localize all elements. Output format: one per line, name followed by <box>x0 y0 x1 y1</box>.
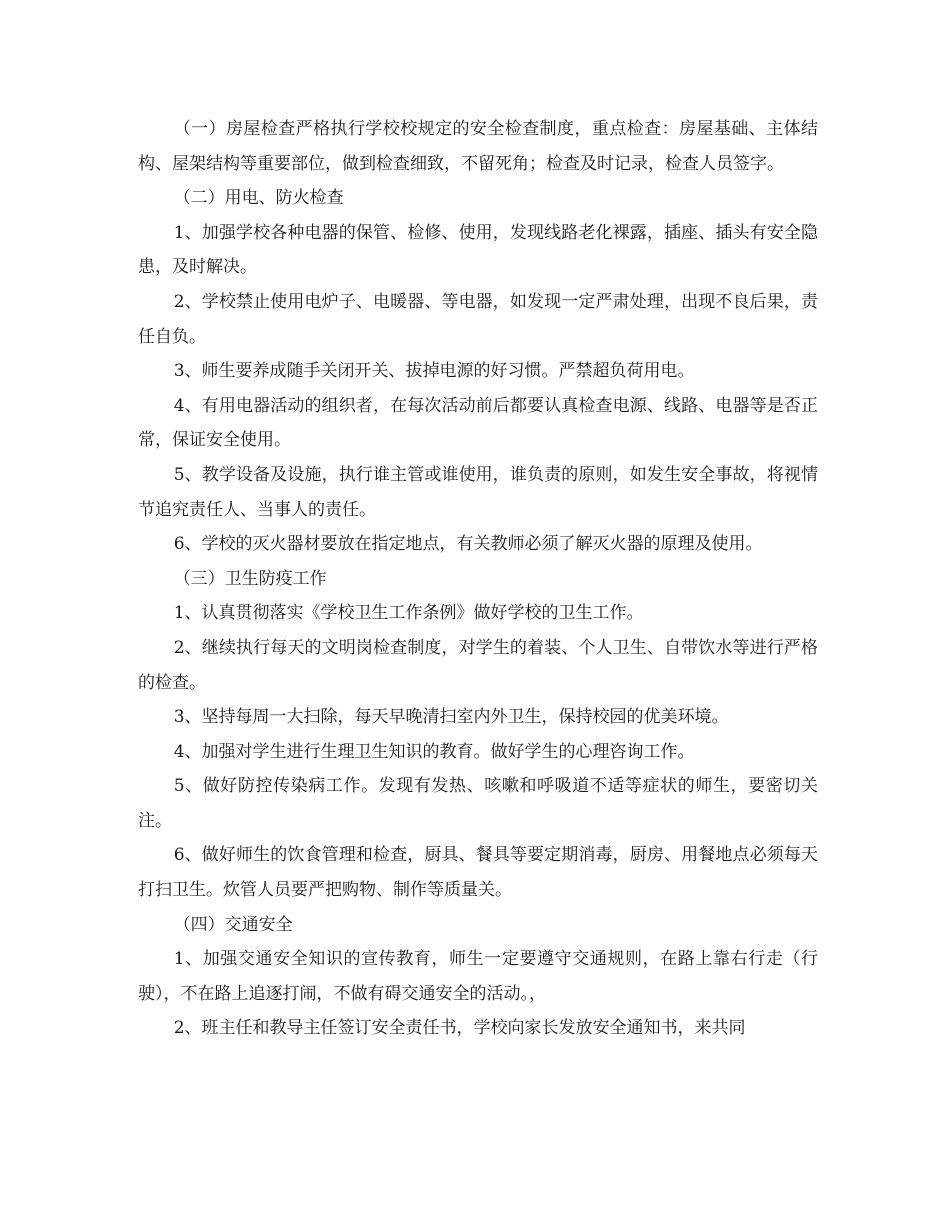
paragraph-house-inspection: （一）房屋检查严格执行学校校规定的安全检查制度，重点检查：房屋基础、主体结构、屋架结构等重要部位，做到检查细致，不留死角；检查及时记录，检查人员签字。 <box>138 119 818 174</box>
paragraph-traffic-2: 2、班主任和教导主任签订安全责任书，学校向家长发放安全通知书，来共同 <box>173 1018 746 1039</box>
paragraph-electric-1: 1、加强学校各种电器的保管、检修、使用，发现线路老化裸露，插座、插头有安全隐患，及时解决。 <box>138 222 818 278</box>
heading-traffic: （四）交通安全 <box>173 914 293 935</box>
paragraph-hygiene-3: 3、坚持每周一大扫除，每天早晚清扫室内外卫生，保持校园的优美环境。 <box>173 707 729 728</box>
paragraph-hygiene-6: 6、做好师生的饮食管理和检查，厨具、餐具等要定期消毒，厨房、用餐地点必须每天打扫卫生。炊管人员要严把购物、制作等质量关。 <box>138 845 818 901</box>
paragraph-hygiene-4: 4、加强对学生进行生理卫生知识的教育。做好学生的心理咨询工作。 <box>173 741 695 762</box>
heading-hygiene: （三）卫生防疫工作 <box>173 568 327 589</box>
document-body <box>138 112 818 1046</box>
paragraph-hygiene-5: 5、做好防控传染病工作。发现有发热、咳嗽和呼吸道不适等症状的师生，要密切关注。 <box>138 776 818 831</box>
paragraph-hygiene-1: 1、认真贯彻落实《学校卫生工作条例》做好学校的卫生工作。 <box>173 603 644 624</box>
paragraph-electric-5: 5、教学设备及设施，执行谁主管或谁使用，谁负责的原则，如发生安全事故，将视情节追究责任人、当事人的责任。 <box>138 464 818 520</box>
paragraph-hygiene-2: 2、继续执行每天的文明岗检查制度，对学生的着装、个人卫生、自带饮水等进行严格的检查。 <box>138 637 818 693</box>
heading-electricity-fire: （二）用电、防火检查 <box>173 188 344 209</box>
paragraph-electric-2: 2、学校禁止使用电炉子、电暖器、等电器，如发现一定严肃处理，出现不良后果，责任自负。 <box>138 291 818 347</box>
paragraph-electric-3: 3、师生要养成随手关闭开关、拔掉电源的好习惯。严禁超负荷用电。 <box>173 361 695 382</box>
paragraph-traffic-1: 1、加强交通安全知识的宣传教育，师生一定要遵守交通规则，在路上靠右行走（行驶），不在路上追逐打闹，不做有碍交通安全的活动。， <box>138 949 818 1004</box>
paragraph-electric-4: 4、有用电器活动的组织者，在每次活动前后都要认真检查电源、线路、电器等是否正常，保证安全使用。 <box>138 395 818 451</box>
paragraph-electric-6: 6、学校的灭火器材要放在指定地点，有关教师必须了解灭火器的原理及使用。 <box>173 534 763 555</box>
